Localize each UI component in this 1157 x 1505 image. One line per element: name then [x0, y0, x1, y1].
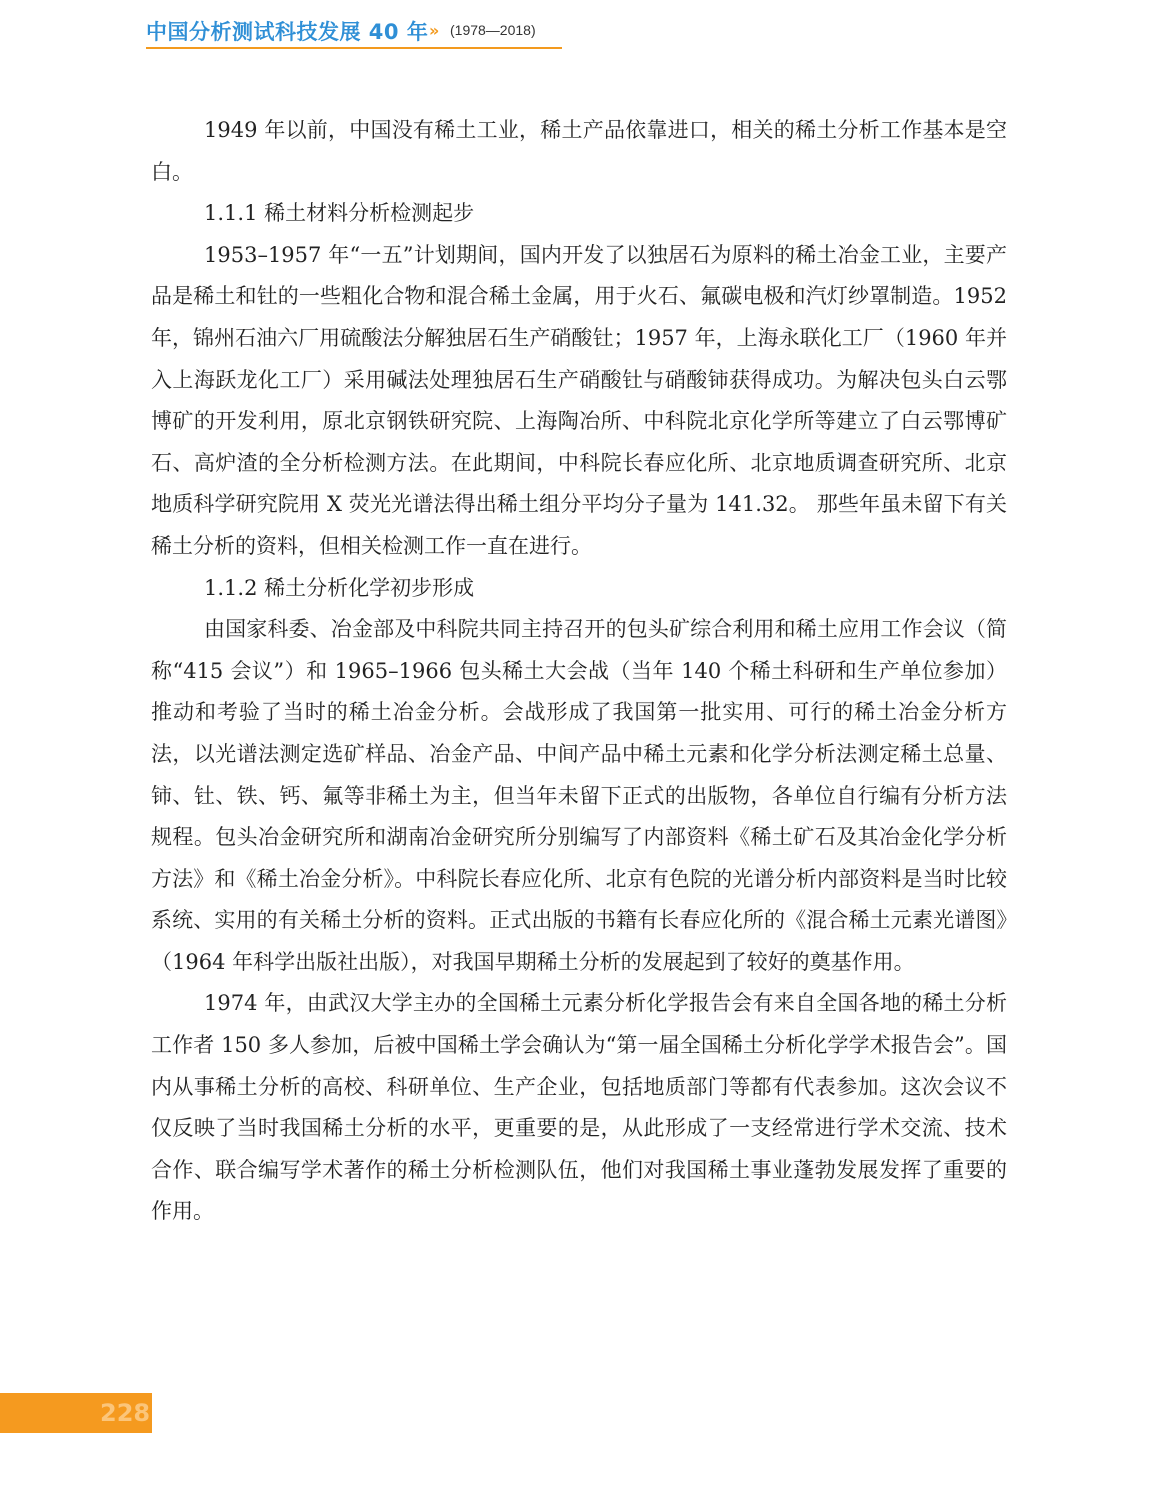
year-range: (1978—2018): [450, 22, 536, 38]
running-header: [146, 14, 562, 48]
book-title: 中国分析测试科技发展 40 年: [146, 20, 429, 44]
section-heading-1-1-1: 1.1.1 稀土材料分析检测起步: [204, 201, 475, 226]
body-text: [151, 110, 1007, 1233]
header-divider: [146, 47, 562, 49]
paragraph-intro: 1949 年以前，中国没有稀土工业，稀土产品依靠进口，相关的稀土分析工作基本是空白。: [151, 118, 1007, 184]
page-number: 228: [100, 1399, 151, 1427]
paragraph-1974-conference: 1974 年，由武汉大学主办的全国稀土元素分析化学报告会有来自全国各地的稀土分析工作者 150 多人参加，后被中国稀土学会确认为“第一届全国稀土分析化学学术报告会”。国内从事稀土分析的高校、科研单位、生产企业，包括地质部门等都有代表参加。这次会议不仅反映了当时我国稀土分析的水平，更重要的是，从此形成了一支经常进行学术交流、技术合作、联合编写学术著作的稀土分析检测队伍，他们对我国稀土事业蓬勃发展发挥了重要的作用。: [151, 991, 1007, 1224]
paragraph-baotou-campaign: 由国家科委、冶金部及中科院共同主持召开的包头矿综合利用和稀土应用工作会议（简称“415 会议”）和 1965–1966 包头稀土大会战（当年 140 个稀土科研和生产单位参加）推动和考验了当时的稀土冶金分析。会战形成了我国第一批实用、可行的稀土冶金分析方法，以光谱法测定选矿样品、冶金产品、中间产品中稀土元素和化学分析法测定稀土总量、铈、钍、铁、钙、氟等非稀土为主，但当年未留下正式的出版物，各单位自行编有分析方法规程。包头冶金研究所和湖南冶金研究所分别编写了内部资料《稀土矿石及其冶金化学分析方法》和《稀土冶金分析》。中科院长春应化所、北京有色院的光谱分析内部资料是当时比较系统、实用的有关稀土分析的资料。正式出版的书籍有长春应化所的《混合稀土元素光谱图》（1964 年科学出版社出版），对我国早期稀土分析的发展起到了较好的奠基作用。: [151, 617, 1007, 974]
section-heading-1-1-2: 1.1.2 稀土分析化学初步形成: [204, 575, 475, 600]
paragraph-first-five-year-plan: 1953–1957 年“一五”计划期间，国内开发了以独居石为原料的稀土冶金工业，主要产品是稀土和钍的一些粗化合物和混合稀土金属，用于火石、氟碳电极和汽灯纱罩制造。1952 年，锦州石油六厂用硫酸法分解独居石生产硝酸钍；1957 年，上海永联化工厂（1960 年并入上海跃龙化工厂）采用碱法处理独居石生产硝酸钍与硝酸铈获得成功。为解决包头白云鄂博矿的开发利用，原北京钢铁研究院、上海陶冶所、中科院北京化学所等建立了白云鄂博矿石、高炉渣的全分析检测方法。在此期间，中科院长春应化所、北京地质调查研究所、北京地质科学研究院用 X 荧光光谱法得出稀土组分平均分子量为 141.32。 那些年虽未留下有关稀土分析的资料，但相关检测工作一直在进行。: [151, 242, 1007, 558]
double-chevron-icon: »: [429, 21, 440, 40]
